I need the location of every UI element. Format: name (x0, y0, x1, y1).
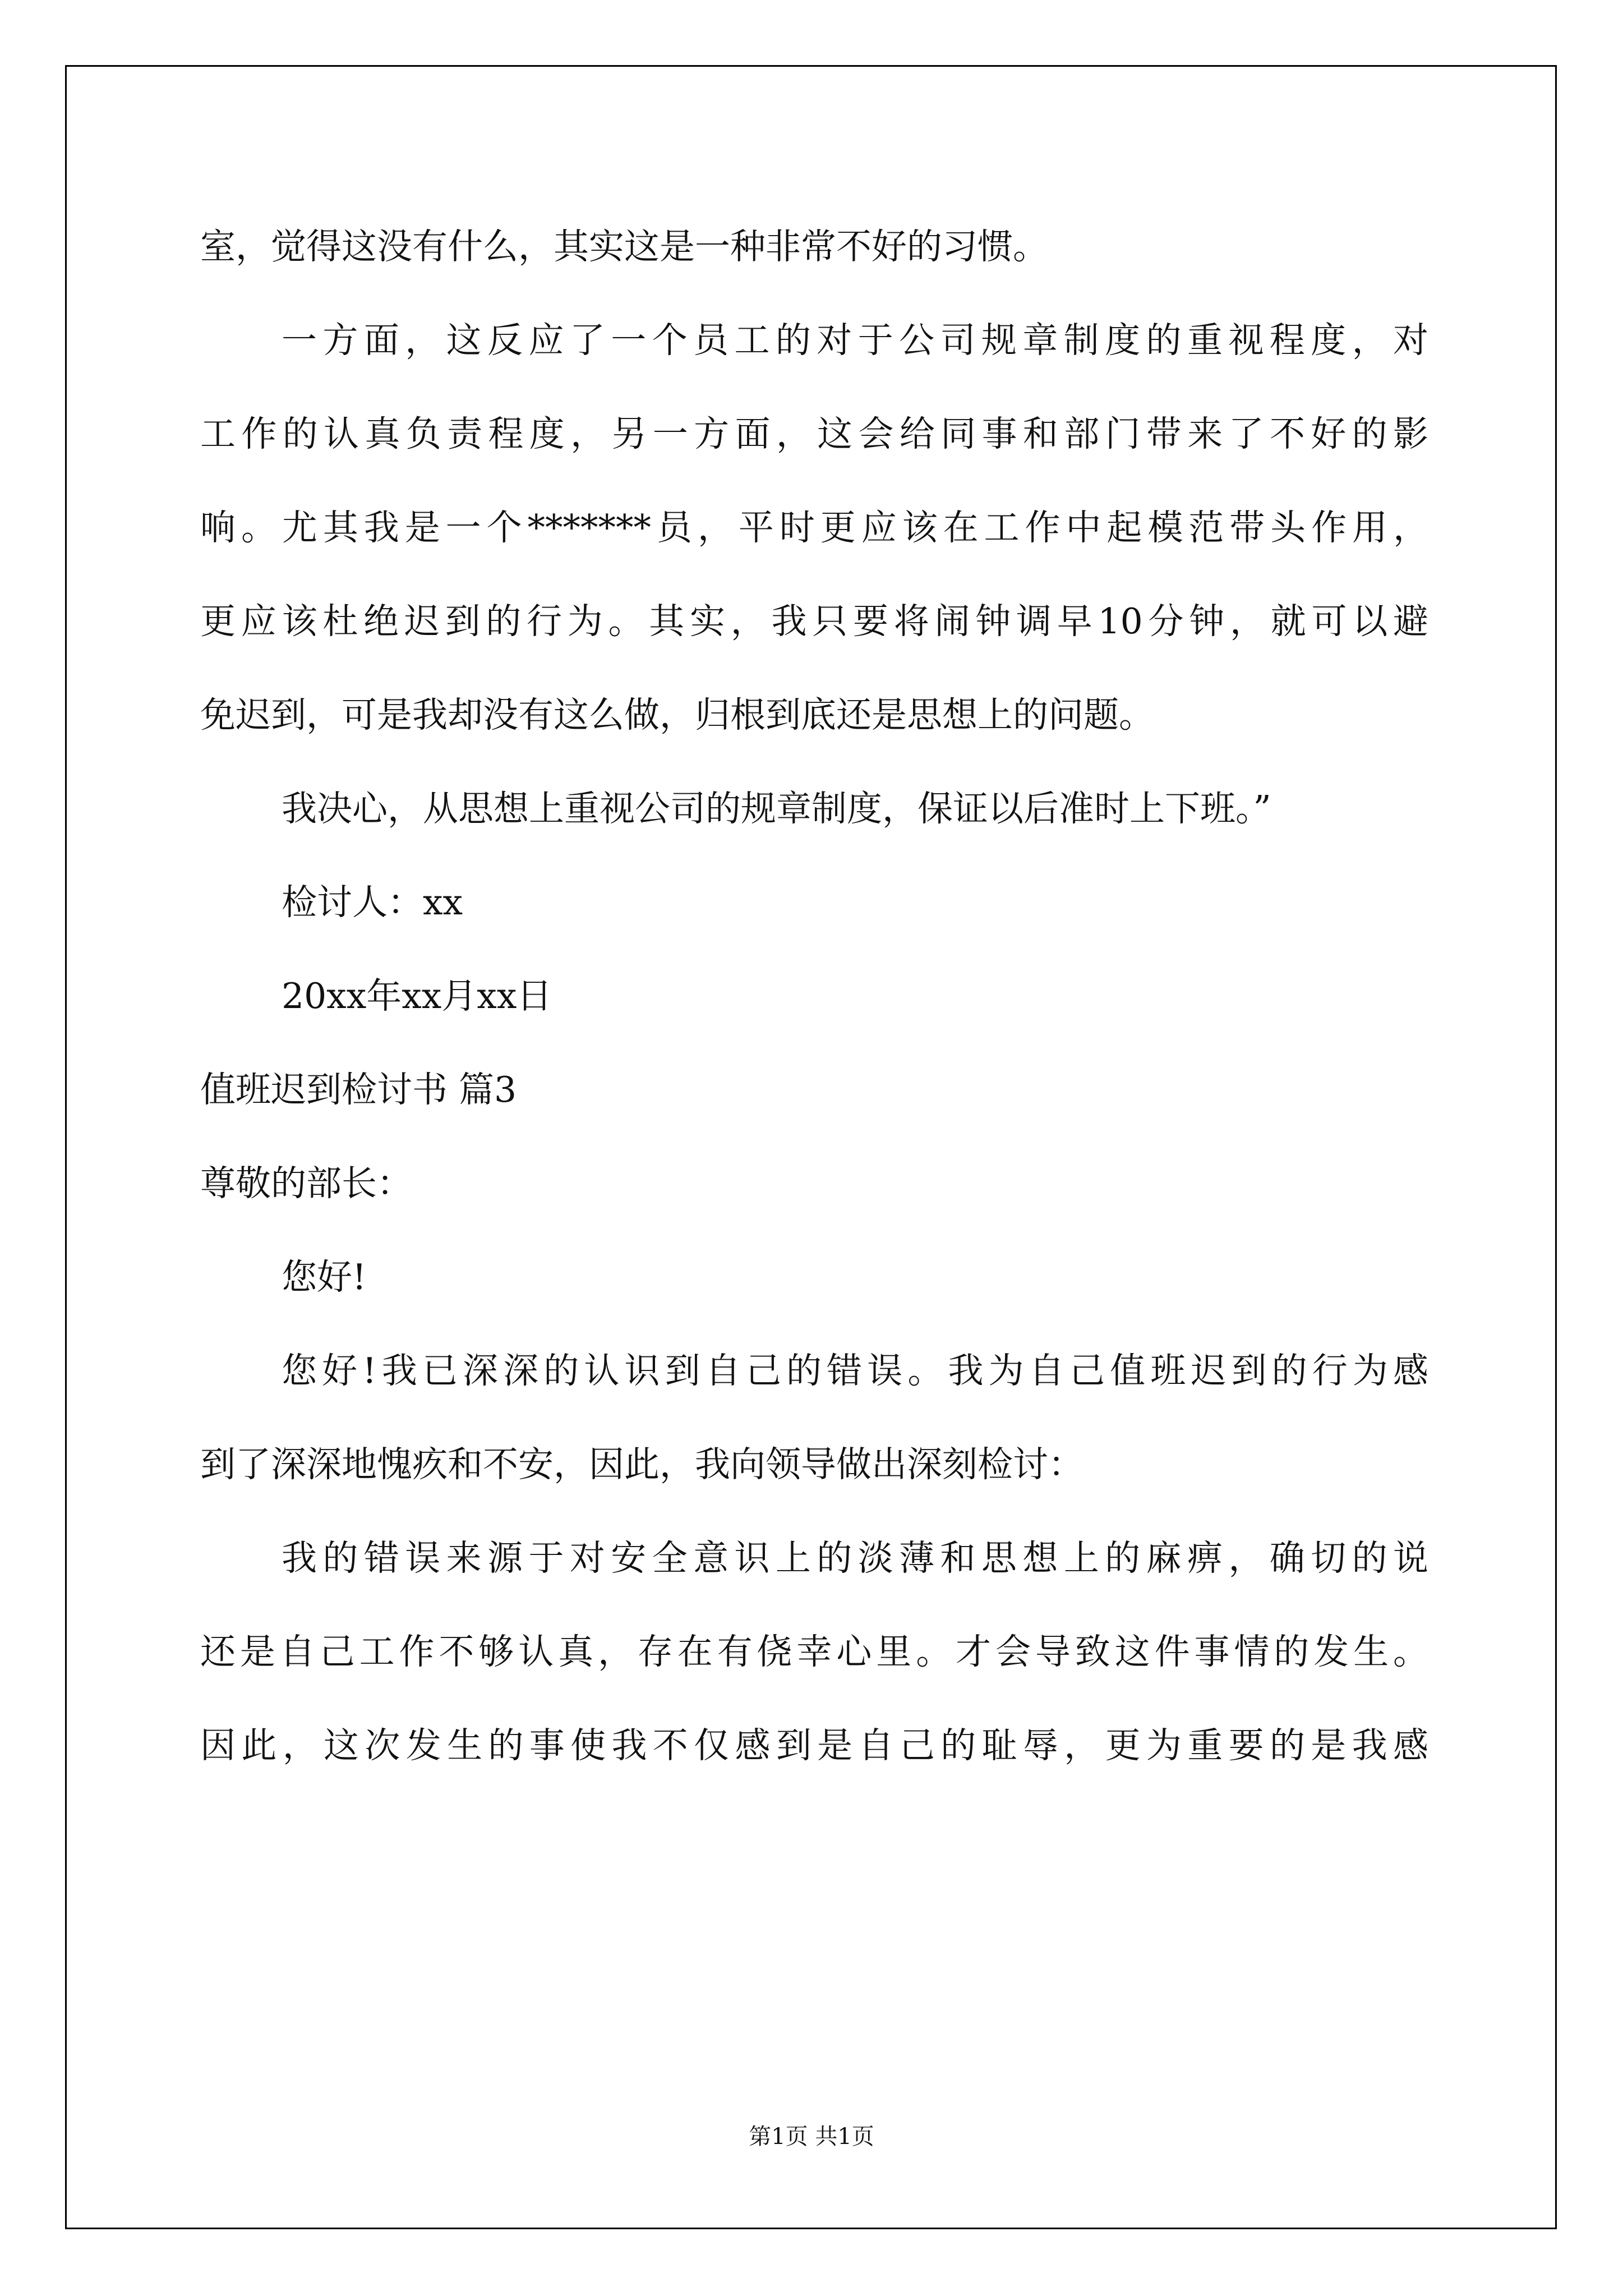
date-line: 20xx年xx月xx日 (282, 976, 552, 1016)
text-line: 室，觉得这没有什么，其实这是一种非常不好的习惯。 (200, 226, 1048, 267)
signature-line: 检讨人：xx (282, 882, 463, 923)
text-line: 更应该杜绝迟到的行为。其实，我只要将闹钟调早10分钟，就可以避 (200, 601, 1428, 642)
page-border (65, 65, 1557, 2229)
page-footer: 第1页 共1页 (749, 2124, 874, 2150)
text-line: 我的错误来源于对安全意识上的淡薄和思想上的麻痹，确切的说 (282, 1538, 1428, 1579)
text-line: 工作的认真负责程度，另一方面，这会给同事和部门带来了不好的影 (200, 413, 1428, 454)
salutation: 尊敬的部长： (200, 1163, 412, 1204)
text-line: 因此，这次发生的事使我不仅感到是自己的耻辱，更为重要的是我感 (200, 1725, 1428, 1766)
text-line: 免迟到，可是我却没有这么做，归根到底还是思想上的问题。 (200, 694, 1154, 735)
text-line: 我决心，从思想上重视公司的规章制度，保证以后准时上下班。” (282, 788, 1271, 829)
text-line: 响。尤其我是一个*******员，平时更应该在工作中起模范带头作用， (200, 507, 1428, 548)
text-line: 您好!我已深深的认识到自己的错误。我为自己值班迟到的行为感 (282, 1350, 1428, 1391)
text-line: 一方面，这反应了一个员工的对于公司规章制度的重视程度，对 (282, 320, 1428, 361)
text-line: 到了深深地愧疚和不安，因此，我向领导做出深刻检讨： (200, 1444, 1083, 1485)
section-title: 值班迟到检讨书 篇3 (200, 1069, 517, 1110)
text-line: 还是自己工作不够认真，存在有侥幸心里。才会导致这件事情的发生。 (200, 1631, 1428, 1672)
greeting: 您好! (282, 1257, 367, 1297)
